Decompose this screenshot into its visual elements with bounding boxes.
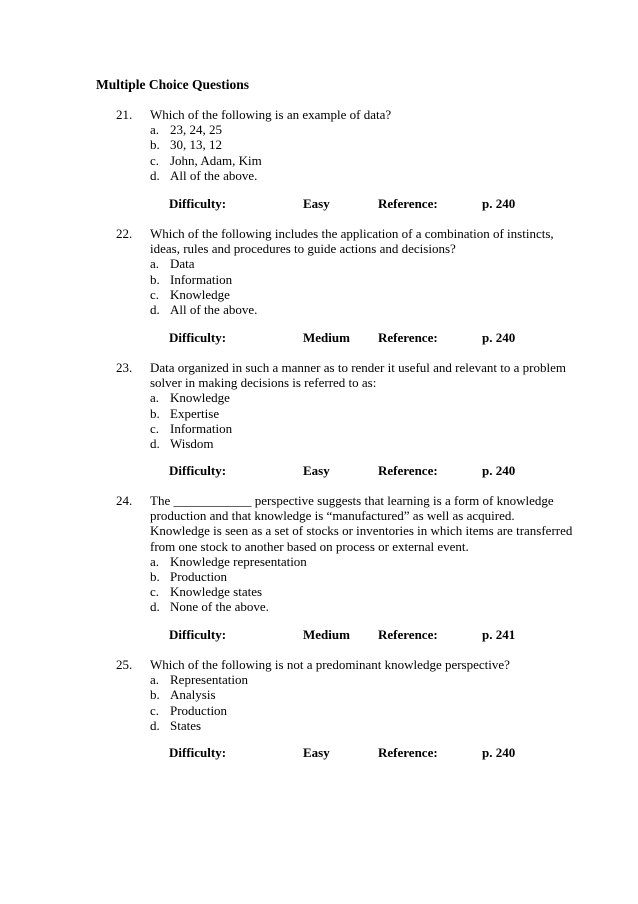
difficulty-value: Medium [303,330,350,345]
question-number: 21. [116,107,133,122]
difficulty-value: Medium [303,627,350,642]
question-text-line: ideas, rules and procedures to guide actions and decisions? [150,241,456,257]
option-c: c. Production [150,702,228,718]
question-24-meta [0,627,638,643]
reference-value: p. 240 [482,745,516,760]
difficulty-label: Difficulty: [169,463,227,478]
option-a: a. 23, 24, 25 [150,122,222,138]
question-text-line: from one stock to another based on process or external event. [150,538,469,554]
question-number: 23. [116,360,133,375]
option-c: c. John, Adam, Kim [150,152,262,168]
reference-value: p. 240 [482,196,516,211]
option-d: d. None of the above. [150,599,269,615]
question-23-meta [0,463,638,479]
option-b: b. Information [150,271,233,287]
question-text-line: The ____________ perspective suggests that learning is a form of knowledge [150,493,554,508]
question-text-line: solver in making decisions is referred to as: [150,375,377,391]
option-a: a. Data [150,256,195,272]
reference-label: Reference: [378,330,438,345]
question-body [150,226,570,317]
section-heading: Multiple Choice Questions [96,77,250,92]
question-text-line: Which of the following is not a predominant knowledge perspective? [150,657,510,672]
option-c: c. Knowledge [150,286,230,302]
difficulty-label: Difficulty: [169,627,227,642]
option-d: d. All of the above. [150,167,258,183]
question-text-line: Which of the following is an example of data? [150,107,392,122]
option-b: b. Expertise [150,405,220,421]
difficulty-value: Easy [303,745,330,760]
question-text-line: Which of the following includes the application of a combination of instincts, [150,226,554,241]
option-b: b. Analysis [150,687,216,703]
reference-value: p. 241 [482,627,516,642]
option-c: c. Knowledge states [150,584,263,600]
question-body [150,493,573,615]
option-b: b. 30, 13, 12 [150,137,222,153]
question-body [150,360,570,451]
question-body [150,107,570,183]
difficulty-label: Difficulty: [169,196,227,211]
option-a: a. Knowledge [150,390,230,406]
reference-label: Reference: [378,745,438,760]
question-text-line: production and that knowledge is “manufactured” as well as acquired. [150,508,515,524]
difficulty-value: Easy [303,196,330,211]
reference-value: p. 240 [482,463,516,478]
question-body [150,657,570,733]
reference-label: Reference: [378,196,438,211]
option-b: b. Production [150,569,228,585]
difficulty-label: Difficulty: [169,745,227,760]
reference-value: p. 240 [482,330,516,345]
question-21-meta [0,196,638,212]
difficulty-label: Difficulty: [169,330,227,345]
reference-label: Reference: [378,627,438,642]
option-a: a. Representation [150,672,248,688]
option-d: d. All of the above. [150,302,258,318]
question-number: 22. [116,226,133,241]
question-22-meta [0,330,638,346]
question-number: 25. [116,657,133,672]
question-number: 24. [116,493,133,508]
question-25-meta [0,745,638,761]
reference-label: Reference: [378,463,438,478]
option-c: c. Information [150,420,233,436]
option-a: a. Knowledge representation [150,553,307,569]
question-text-line: Data organized in such a manner as to render it useful and relevant to a problem [150,360,566,375]
question-text-line: Knowledge is seen as a set of stocks or inventories in which items are transferred [150,523,573,539]
option-d: d. States [150,717,202,733]
option-d: d. Wisdom [150,436,214,452]
difficulty-value: Easy [303,463,330,478]
